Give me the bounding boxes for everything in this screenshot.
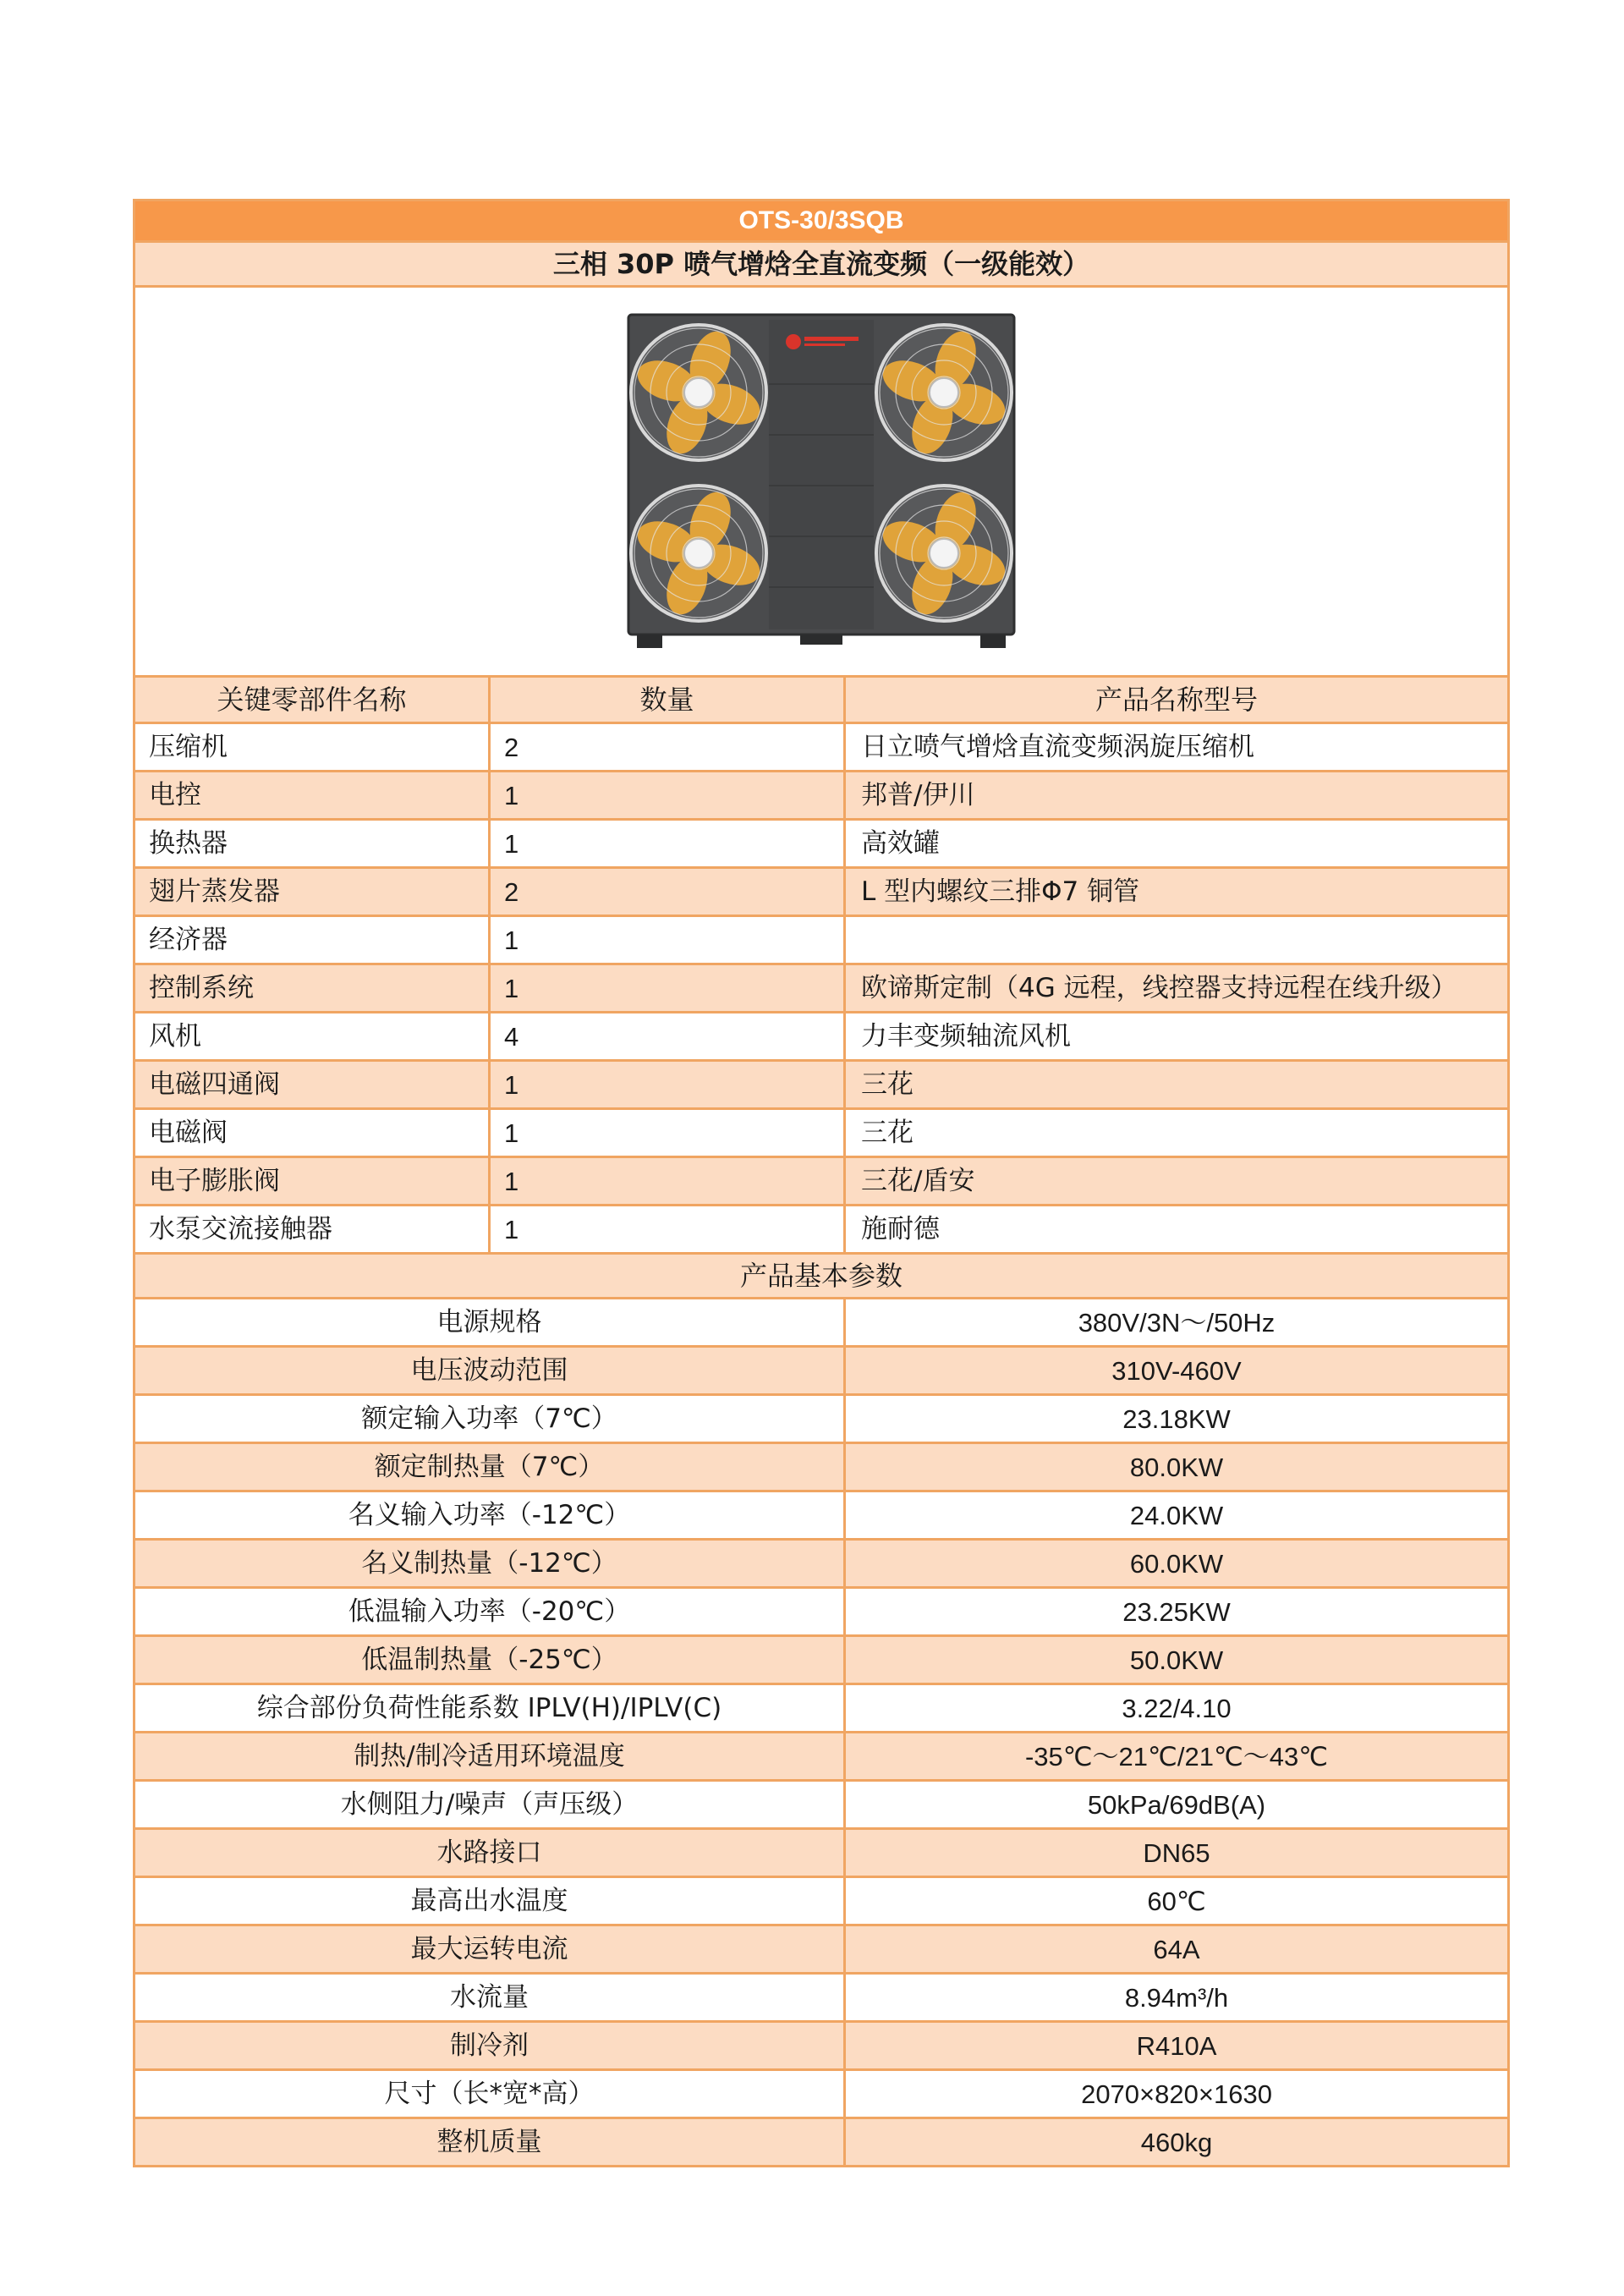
part-name: 风机 — [134, 1013, 490, 1061]
cabinet-foot — [980, 634, 1006, 648]
param-value: R410A — [845, 2022, 1509, 2070]
param-row — [134, 1925, 1509, 1974]
param-label: 名义输入功率（-12℃） — [134, 1491, 845, 1540]
product-subtitle: 三相 30P 喷气增焓全直流变频（一级能效） — [134, 242, 1509, 287]
param-value: 3.22/4.10 — [845, 1684, 1509, 1733]
params-section-row — [134, 1254, 1509, 1299]
param-label: 电源规格 — [134, 1299, 845, 1347]
param-value: 23.25KW — [845, 1588, 1509, 1636]
param-label: 额定制热量（7℃） — [134, 1443, 845, 1491]
param-label: 整机质量 — [134, 2118, 845, 2167]
param-value: 64A — [845, 1925, 1509, 1974]
param-value: 23.18KW — [845, 1395, 1509, 1443]
param-value: 60.0KW — [845, 1540, 1509, 1588]
parts-row — [134, 868, 1509, 916]
fan-icon — [631, 325, 766, 460]
param-row — [134, 2118, 1509, 2167]
param-row — [134, 2070, 1509, 2118]
param-row — [134, 1636, 1509, 1684]
part-qty: 1 — [490, 964, 845, 1013]
param-value: 8.94m³/h — [845, 1974, 1509, 2022]
part-model: 高效罐 — [845, 820, 1509, 868]
part-model: 施耐德 — [845, 1206, 1509, 1254]
param-value: DN65 — [845, 1829, 1509, 1877]
param-label: 名义制热量（-12℃） — [134, 1540, 845, 1588]
param-row — [134, 1974, 1509, 2022]
part-model: 三花 — [845, 1109, 1509, 1157]
param-row — [134, 1491, 1509, 1540]
parts-row — [134, 964, 1509, 1013]
param-row — [134, 1829, 1509, 1877]
image-row — [134, 287, 1509, 677]
param-value: 80.0KW — [845, 1443, 1509, 1491]
param-label: 尺寸（长*宽*高） — [134, 2070, 845, 2118]
parts-header-qty: 数量 — [490, 677, 845, 723]
part-name: 翅片蒸发器 — [134, 868, 490, 916]
part-name: 水泵交流接触器 — [134, 1206, 490, 1254]
model-row — [134, 200, 1509, 242]
parts-header-row — [134, 677, 1509, 723]
part-name: 电控 — [134, 772, 490, 820]
parts-row — [134, 820, 1509, 868]
param-label: 低温制热量（-25℃） — [134, 1636, 845, 1684]
param-label: 最大运转电流 — [134, 1925, 845, 1974]
param-row — [134, 1733, 1509, 1781]
heat-pump-unit-image — [618, 308, 1024, 655]
param-value: 60℃ — [845, 1877, 1509, 1925]
part-qty: 1 — [490, 1061, 845, 1109]
param-row — [134, 1781, 1509, 1829]
param-value: 24.0KW — [845, 1491, 1509, 1540]
param-value: 310V-460V — [845, 1347, 1509, 1395]
param-row — [134, 2022, 1509, 2070]
part-name: 电磁四通阀 — [134, 1061, 490, 1109]
part-model: 力丰变频轴流风机 — [845, 1013, 1509, 1061]
product-image-cell — [134, 287, 1509, 677]
parts-row — [134, 772, 1509, 820]
part-model: 邦普/伊川 — [845, 772, 1509, 820]
part-name: 电子膨胀阀 — [134, 1157, 490, 1206]
part-qty: 1 — [490, 916, 845, 964]
parts-row — [134, 1061, 1509, 1109]
part-qty: 1 — [490, 1109, 845, 1157]
param-label: 制热/制冷适用环境温度 — [134, 1733, 845, 1781]
cabinet-foot — [637, 634, 662, 648]
parts-row — [134, 1157, 1509, 1206]
part-model: 日立喷气增焓直流变频涡旋压缩机 — [845, 723, 1509, 772]
part-qty: 1 — [490, 1206, 845, 1254]
param-row — [134, 1299, 1509, 1347]
param-row — [134, 1877, 1509, 1925]
part-name: 换热器 — [134, 820, 490, 868]
param-value: 380V/3N～/50Hz — [845, 1299, 1509, 1347]
part-qty: 4 — [490, 1013, 845, 1061]
param-value: 2070×820×1630 — [845, 2070, 1509, 2118]
part-name: 控制系统 — [134, 964, 490, 1013]
param-row — [134, 1443, 1509, 1491]
param-label: 最高出水温度 — [134, 1877, 845, 1925]
param-label: 水侧阻力/噪声（声压级） — [134, 1781, 845, 1829]
param-row — [134, 1540, 1509, 1588]
param-row — [134, 1684, 1509, 1733]
part-model — [845, 916, 1509, 964]
parts-row — [134, 723, 1509, 772]
part-qty: 1 — [490, 772, 845, 820]
param-label: 综合部份负荷性能系数 IPLV(H)/IPLV(C) — [134, 1684, 845, 1733]
spec-table — [133, 199, 1510, 2167]
param-row — [134, 1347, 1509, 1395]
param-value: 460kg — [845, 2118, 1509, 2167]
param-label: 低温输入功率（-20℃） — [134, 1588, 845, 1636]
part-qty: 1 — [490, 820, 845, 868]
part-model: 欧谛斯定制（4G 远程，线控器支持远程在线升级） — [845, 964, 1509, 1013]
part-name: 电磁阀 — [134, 1109, 490, 1157]
spec-sheet — [133, 199, 1507, 2167]
center-panel — [769, 320, 874, 629]
param-value: 50kPa/69dB(A) — [845, 1781, 1509, 1829]
param-label: 水流量 — [134, 1974, 845, 2022]
parts-header-model: 产品名称型号 — [845, 677, 1509, 723]
param-label: 水路接口 — [134, 1829, 845, 1877]
parts-header-name: 关键零部件名称 — [134, 677, 490, 723]
part-qty: 1 — [490, 1157, 845, 1206]
subtitle-row — [134, 242, 1509, 287]
part-name: 经济器 — [134, 916, 490, 964]
parts-row — [134, 1109, 1509, 1157]
param-label: 制冷剂 — [134, 2022, 845, 2070]
cabinet-foot — [800, 634, 842, 645]
model-code: OTS-30/3SQB — [134, 200, 1509, 242]
param-value: 50.0KW — [845, 1636, 1509, 1684]
param-row — [134, 1588, 1509, 1636]
part-qty: 2 — [490, 723, 845, 772]
param-value: -35℃～21℃/21℃～43℃ — [845, 1733, 1509, 1781]
parts-row — [134, 916, 1509, 964]
fan-icon — [631, 486, 766, 621]
param-label: 额定输入功率（7℃） — [134, 1395, 845, 1443]
param-label: 电压波动范围 — [134, 1347, 845, 1395]
params-section-title: 产品基本参数 — [134, 1254, 1509, 1299]
parts-row — [134, 1013, 1509, 1061]
part-model: 三花 — [845, 1061, 1509, 1109]
part-qty: 2 — [490, 868, 845, 916]
part-model: L 型内螺纹三排Φ7 铜管 — [845, 868, 1509, 916]
param-row — [134, 1395, 1509, 1443]
part-model: 三花/盾安 — [845, 1157, 1509, 1206]
parts-row — [134, 1206, 1509, 1254]
fan-icon — [876, 325, 1012, 460]
part-name: 压缩机 — [134, 723, 490, 772]
fan-icon — [876, 486, 1012, 621]
